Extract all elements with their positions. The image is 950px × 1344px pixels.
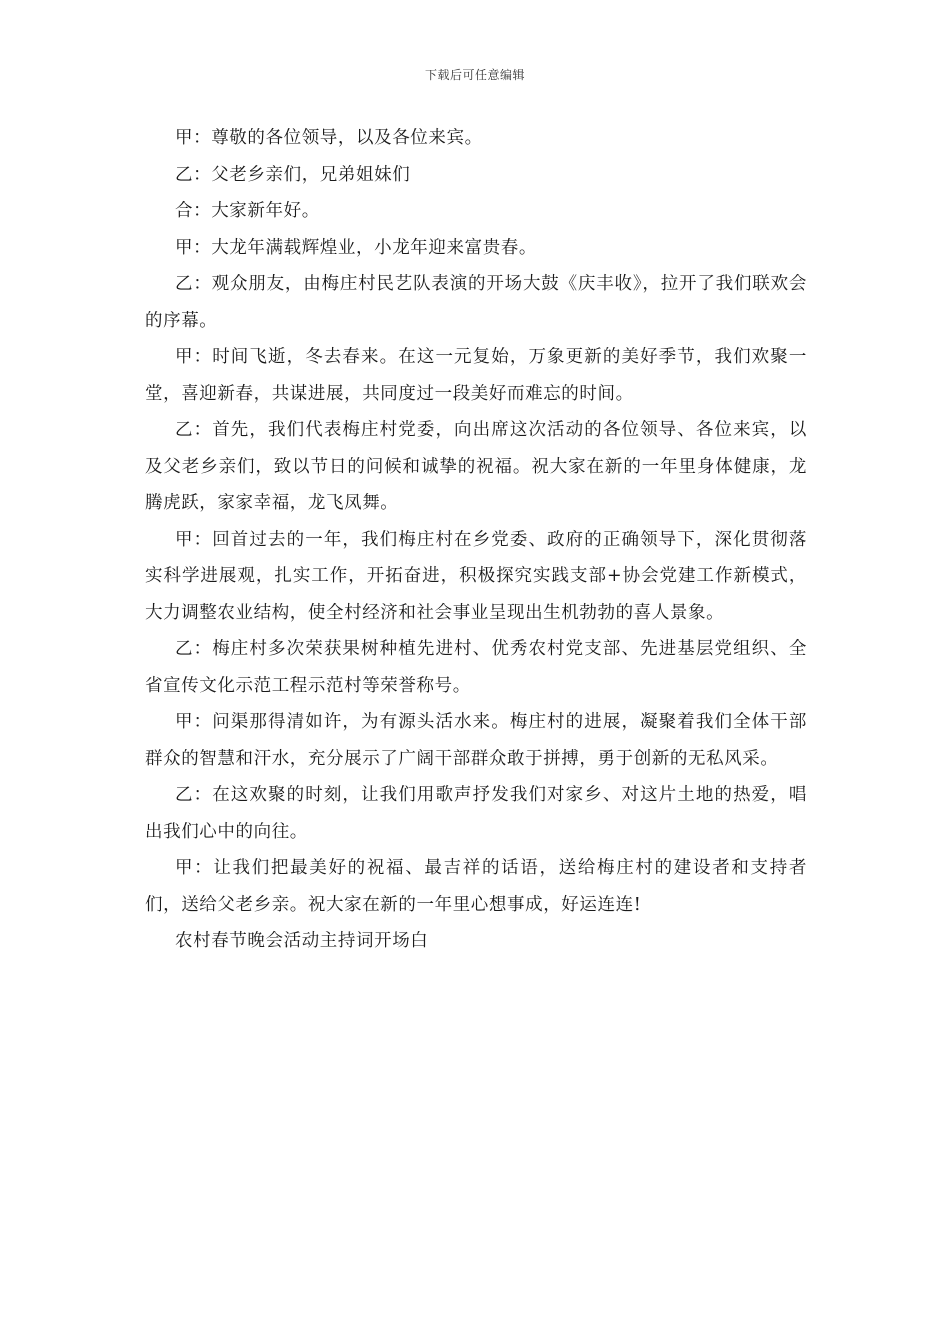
- document-title-line: 农村春节晚会活动主持词开场白: [175, 931, 429, 951]
- paragraph-11: 乙：在这欢聚的时刻，让我们用歌声抒发我们对家乡、对这片土地的热爱，唱出我们心中的向往。: [145, 785, 807, 842]
- paragraph-10: 甲：问渠那得清如许，为有源头活水来。梅庄村的进展，凝聚着我们全体干部群众的智慧和汗水，充分展示了广阔干部群众敢于拼搏，勇于创新的无私风采。: [145, 712, 807, 769]
- header-note: 下载后可任意编辑: [424, 68, 525, 82]
- paragraph-8: 甲：回首过去的一年，我们梅庄村在乡党委、政府的正确领导下，深化贯彻落实科学进展观，扎实工作，开拓奋进，积极探究实践支部+协会党建工作新模式，大力调整农业结构，使全村经济和社会事业呈现出生机勃勃的喜人景象。: [145, 529, 807, 623]
- paragraph-3: 合：大家新年好。: [175, 201, 320, 221]
- paragraph-2: 乙：父老乡亲们，兄弟姐妹们: [175, 164, 411, 185]
- paragraph-1: 甲：尊敬的各位领导，以及各位来宾。: [175, 128, 483, 148]
- paragraph-12: 甲：让我们把最美好的祝福、最吉祥的话语，送给梅庄村的建设者和支持者们，送给父老乡亲。祝大家在新的一年里心想事成，好运连连!: [145, 858, 807, 915]
- paragraph-5: 乙：观众朋友，由梅庄村民艺队表演的开场大鼓《庆丰收》，拉开了我们联欢会的序幕。: [145, 274, 807, 331]
- paragraph-6: 甲：时间飞逝，冬去春来。在这一元复始，万象更新的美好季节，我们欢聚一堂，喜迎新春，共谋进展，共同度过一段美好而难忘的时间。: [145, 347, 807, 404]
- paragraph-9: 乙：梅庄村多次荣获果树种植先进村、优秀农村党支部、先进基层党组织、全省宣传文化示范工程示范村等荣誉称号。: [145, 639, 807, 696]
- paragraph-4: 甲：大龙年满载辉煌业，小龙年迎来富贵春。: [175, 237, 537, 258]
- document-body: [145, 120, 807, 960]
- paragraph-7: 乙：首先，我们代表梅庄村党委，向出席这次活动的各位领导、各位来宾，以及父老乡亲们，致以节日的问候和诚挚的祝福。祝大家在新的一年里身体健康，龙腾虎跃，家家幸福，龙飞凤舞。: [145, 420, 807, 513]
